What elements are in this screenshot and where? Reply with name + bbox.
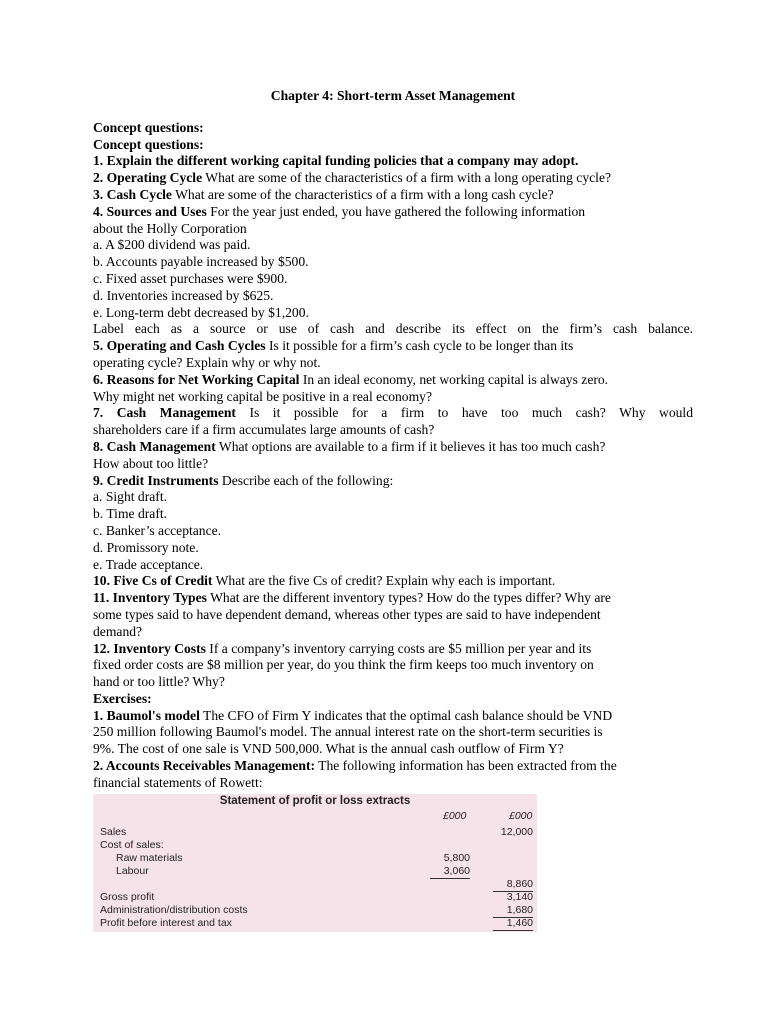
row-value: 12,000	[500, 825, 533, 838]
list-item: c. Fixed asset purchases were $900.	[93, 270, 288, 286]
row-value: 1,460	[493, 917, 533, 931]
list-item: d. Inventories increased by $625.	[93, 287, 274, 303]
table-title: Statement of profit or loss extracts	[219, 794, 411, 807]
question-6: 6. Reasons for Net Working Capital In an ideal economy, net working capital is always zero. Why might net working capital be positive in a real economy?	[93, 371, 609, 404]
row-value: 3,140	[506, 890, 533, 903]
page-title: Chapter 4: Short-term Asset Management	[270, 88, 516, 103]
question-7: 7. Cash Management Is it possible for a firm to have too much cash? Why would shareholders care if a firm accumulates large amounts of cash?	[93, 405, 693, 438]
question-1: 1. Explain the different working capital funding policies that a company may adopt.	[93, 153, 579, 169]
question-4: 4. Sources and Uses For the year just ended, you have gathered the following information about the Holly Corporation a. A $200 dividend was paid. b. Accounts payable increased by $500. c. Fixed asset purchases were $900. d. Inventories increased by $625. e. Long-term debt decreased by $1,200. Label each as a source or use of cash and describe its effect on the firm’s cash balance.	[93, 203, 693, 337]
exercise-2: 2. Accounts Receivables Management: The following information has been extracted from the financial statements of Rowett:	[93, 758, 617, 790]
row-value: 3,060	[430, 865, 470, 879]
row-label: Cost of sales:	[100, 838, 164, 851]
question-3: 3. Cash Cycle What are some of the characteristics of a firm with a long cash cycle?	[93, 186, 554, 202]
section-heading: Exercises:	[93, 690, 152, 706]
column-header: £000	[509, 809, 533, 822]
question-12: 12. Inventory Costs If a company’s inventory carrying costs are $5 million per year and its fixed order costs are $8 million per year, do you think the firm keeps too much inventory on hand or too little? Why?	[93, 640, 594, 690]
question-9: 9. Credit Instruments Describe each of the following: a. Sight draft. b. Time draft. c. Banker’s acceptance. d. Promissory note. e. Trade acceptance.	[93, 473, 693, 574]
list-item: b. Accounts payable increased by $500.	[93, 254, 309, 270]
row-value: 8,860	[493, 878, 533, 892]
exercise-1: 1. Baumol's model The CFO of Firm Y indicates that the optimal cash balance should be VND 250 million following Baumol's model. The annual interest rate on the short-term securities is 9%. The cost of one sale is VND 500,000. What is the annual cash outflow of Firm Y?	[93, 707, 613, 757]
profit-loss-table	[93, 794, 537, 932]
column-header: £000	[443, 809, 467, 822]
row-label: Labour	[116, 864, 149, 877]
list-item: a. Sight draft.	[93, 489, 167, 505]
row-label: Sales	[100, 825, 127, 838]
list-item: d. Promissory note.	[93, 539, 199, 555]
question-5: 5. Operating and Cash Cycles Is it possible for a firm’s cash cycle to be longer than its operating cycle? Explain why or why not.	[93, 338, 574, 370]
row-label: Profit before interest and tax	[100, 916, 232, 929]
list-item: e. Trade acceptance.	[93, 556, 204, 572]
row-label: Gross profit	[100, 890, 155, 903]
row-value: 1,680	[493, 904, 533, 918]
list-item: c. Banker’s acceptance.	[93, 522, 222, 538]
question-11: 11. Inventory Types What are the different inventory types? How do the types differ? Why are some types said to have dependent demand, whereas other types are said to have independent demand?	[93, 590, 611, 639]
section-heading: Concept questions:	[93, 136, 204, 152]
document-page	[93, 88, 693, 932]
row-label: Administration/distribution costs	[100, 903, 248, 916]
question-10: 10. Five Cs of Credit What are the five Cs of credit? Explain why each is important.	[93, 573, 556, 589]
list-item: e. Long-term debt decreased by $1,200.	[93, 304, 309, 320]
row-value: 5,800	[443, 851, 470, 864]
list-item: b. Time draft.	[93, 506, 168, 522]
list-item: a. A $200 dividend was paid.	[93, 237, 251, 253]
question-8: 8. Cash Management What options are available to a firm if it believes it has too much cash? How about too little?	[93, 438, 606, 471]
question-2: 2. Operating Cycle What are some of the characteristics of a firm with a long operating cycle?	[93, 170, 612, 186]
row-label: Raw materials	[116, 851, 183, 864]
section-heading: Concept questions:	[93, 119, 204, 135]
